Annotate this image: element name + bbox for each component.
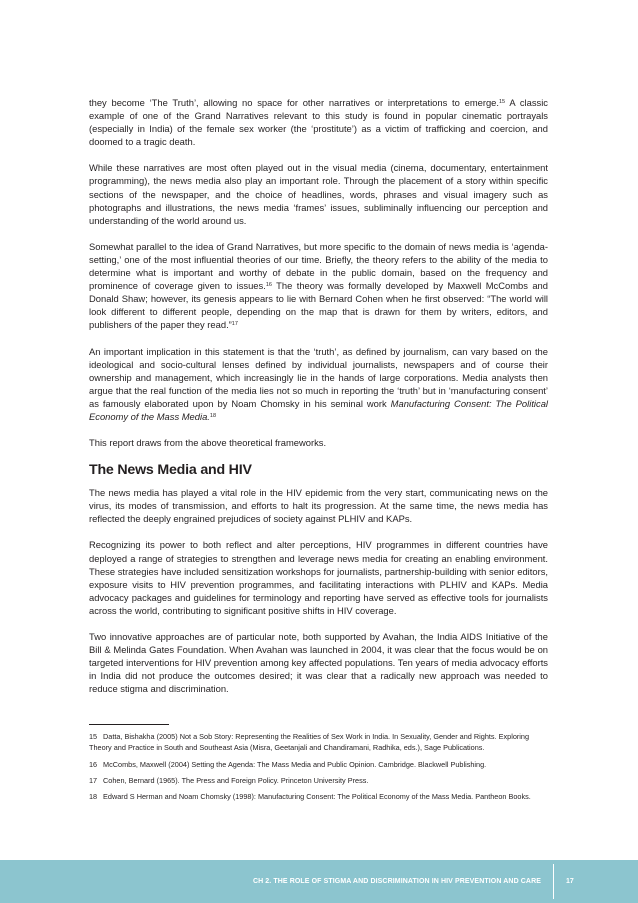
paragraph: Two innovative approaches are of particular note, both supported by Avahan, the India AIDS Initiative of the Bill & Melinda Gates Foundation. When Avahan was launched in 2004, it was clear that the focus would be on targeted interventions for HIV prevention among key affected populations. Ten years of media advocacy efforts in India did not produce the outcomes desired; it was clear that a radically new approach was needed to reduce stigma and discrimination.	[89, 631, 548, 695]
paragraph: Recognizing its power to both reflect and alter perceptions, HIV programmes in different countries have deployed a range of strategies to strengthen and leverage news media for creating an enabling environment. These strategies have included sensitization workshops for journalists, partnership-building with senior editors, exposure visits to HIV prevention programmes, and facilitating interactions with PLHIV and KAPs. Media advocacy packages and guidelines for terminology and reporting have served as effective tools for journalists across the world, contributing to significant positive shifts in HIV coverage.	[89, 539, 548, 616]
footnote: 16 McCombs, Maxwell (2004) Setting the Agenda: The Mass Media and Public Opinion. Cambridge. Blackwell Publishing.	[89, 759, 487, 769]
paragraph: they become ‘The Truth’, allowing no space for other narratives or interpretations to emerge.$^{15}$ A classic example of one of the Grand Narratives relevant to this study is found in popular cinematic portrayals (especially in India) of the female sex worker (the ‘prostitute’) as a victim of trafficking and coercion, and doomed to a tragic death.	[89, 97, 548, 148]
paragraph: An important implication in this statement is that the ‘truth’, as defined by journalism, can vary based on the ideological and socio-cultural lenses defined by individual journalists, newspapers and of course their ownership and management, which increasingly lie in the hands of large corporations. Media analysts then argue that the real function of the media lies not so much in reporting the ‘truth’ but in ‘manufacturing consent’ as famously elaborated upon by Noam Chomsky in his seminal work Manufacturing Consent: The Political Economy of the Mass Media.$^{18}$	[89, 345, 548, 422]
footnote: 17 Cohen, Bernard (1965). The Press and Foreign Policy. Princeton University Press.	[89, 775, 369, 785]
footnote-ref: 18	[209, 412, 217, 419]
footnote: 15 Datta, Bishakha (2005) Not a Sob Story: Representing the Realities of Sex Work in India. In Sexuality, Gender and Rights. Exploring Theory and Practice in South and Southeast Asia (Misra, Geetanjali and Chandiramani, Radhika, eds.), Sage Publications.	[89, 732, 530, 753]
chapter-title: CH 2. THE ROLE OF STIGMA AND DISCRIMINATION IN HIV PREVENTION AND CARE	[252, 878, 541, 885]
footnote: 18 Edward S Herman and Noam Chomsky (1998): Manufacturing Consent: The Political Economy of the Mass Media. Pantheon Books.	[89, 792, 531, 802]
footnote-divider	[89, 724, 169, 725]
page-footer	[0, 860, 638, 903]
page-number: 17	[566, 878, 574, 885]
book-title: Manufacturing Consent: The Political Economy of the Mass Media.	[89, 397, 548, 422]
footer-divider	[553, 864, 554, 899]
footnote-ref: 15	[499, 99, 506, 105]
footnote-ref: 16	[265, 282, 272, 289]
paragraph: This report draws from the above theoretical frameworks.	[89, 437, 327, 449]
section-heading: The News Media and HIV	[89, 462, 252, 479]
footnote-ref: 17	[231, 321, 238, 328]
paragraph: While these narratives are most often played out in the visual media (cinema, documentary, entertainment programming), the news media also play an important role. Through the placement of a story within specific sections of the newspaper, and the choice of headlines, words, phrases and visual imagery such as photographs and illustrations, the news media ‘frames’ issues, subliminally influencing our perception and understanding of the world around us.	[89, 162, 548, 226]
paragraph: Somewhat parallel to the idea of Grand Narratives, but more specific to the domain of news media is ‘agenda-setting,’ one of the most influential theories of our time. Briefly, the theory refers to the ability of the media to determine what is important and worthy of debate in the public domain, based on the frequency and prominence of coverage given to issues.$^{16}$ The theory was formally developed by Maxwell McCombs and Donald Shaw; however, its genesis appears to lie with Bernard Cohen when he first observed: “The world will look different to different people, depending on the map that is drawn for them by writers, editors, and publishers of the paper they read.”$^{17}$	[89, 240, 548, 331]
main-text	[89, 96, 548, 708]
paragraph: The news media has played a vital role in the HIV epidemic from the very start, communicating news on the virus, its modes of transmission, and efforts to halt its progression. At the same time, the news media has reflected the deeply engrained prejudices of society against PLHIV and KAPs.	[89, 487, 548, 525]
footnotes	[89, 731, 548, 807]
